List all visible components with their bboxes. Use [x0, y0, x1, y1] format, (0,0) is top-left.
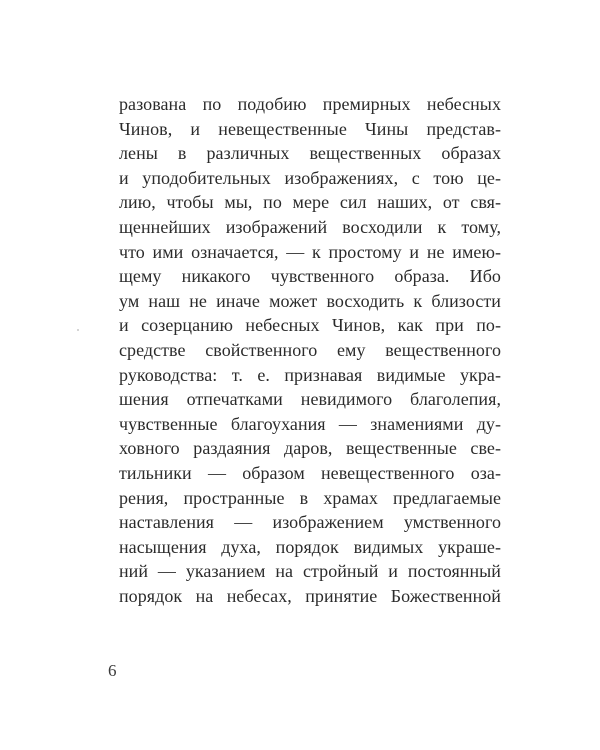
- text-line-10: и созерцанию небесных Чинов, как при по-: [119, 315, 501, 336]
- text-line-11: средстве свойственного ему вещественного: [119, 339, 501, 360]
- margin-speck: [77, 329, 79, 331]
- text-line-21: порядок на небесах, принятие Божественной: [119, 585, 501, 606]
- text-line-9: ум наш не иначе может восходить к близости: [119, 290, 501, 311]
- text-line-13: шения отпечатками невидимого благолепия,: [119, 389, 501, 410]
- text-line-14: чувственные благоухания — знамениями ду-: [119, 413, 501, 434]
- page-number: 6: [108, 661, 117, 680]
- text-line-16: тильники — образом невещественного оза-: [119, 462, 501, 483]
- text-line-1: разована по подобию премирных небесных: [119, 94, 501, 114]
- text-line-12: руководства: т. е. признавая видимые укра-: [119, 364, 501, 385]
- text-line-2: Чинов, и невещественные Чины представ-: [119, 118, 501, 139]
- text-line-5: лию, чтобы мы, по мере сил наших, от свя-: [119, 192, 501, 213]
- text-line-6: щеннейших изображений восходили к тому,: [119, 216, 501, 237]
- text-line-4: и уподобительных изображениях, с тою це-: [119, 167, 501, 188]
- text-line-18: наставления — изображением умственного: [119, 512, 501, 533]
- body-text: [119, 92, 501, 608]
- text-line-3: лены в различных вещественных образах: [119, 143, 501, 164]
- text-line-19: насыщения духа, порядок видимых украше-: [119, 536, 501, 557]
- text-line-20: ний — указанием на стройный и постоянный: [119, 561, 501, 582]
- text-line-7: что ими означается, — к простому и не имею-: [119, 241, 501, 262]
- text-line-15: ховного раздаяния даров, вещественные све-: [119, 438, 501, 459]
- text-line-17: рения, пространные в храмах предлагаемые: [119, 487, 501, 508]
- text-line-8: щему никакого чувственного образа. Ибо: [119, 266, 501, 287]
